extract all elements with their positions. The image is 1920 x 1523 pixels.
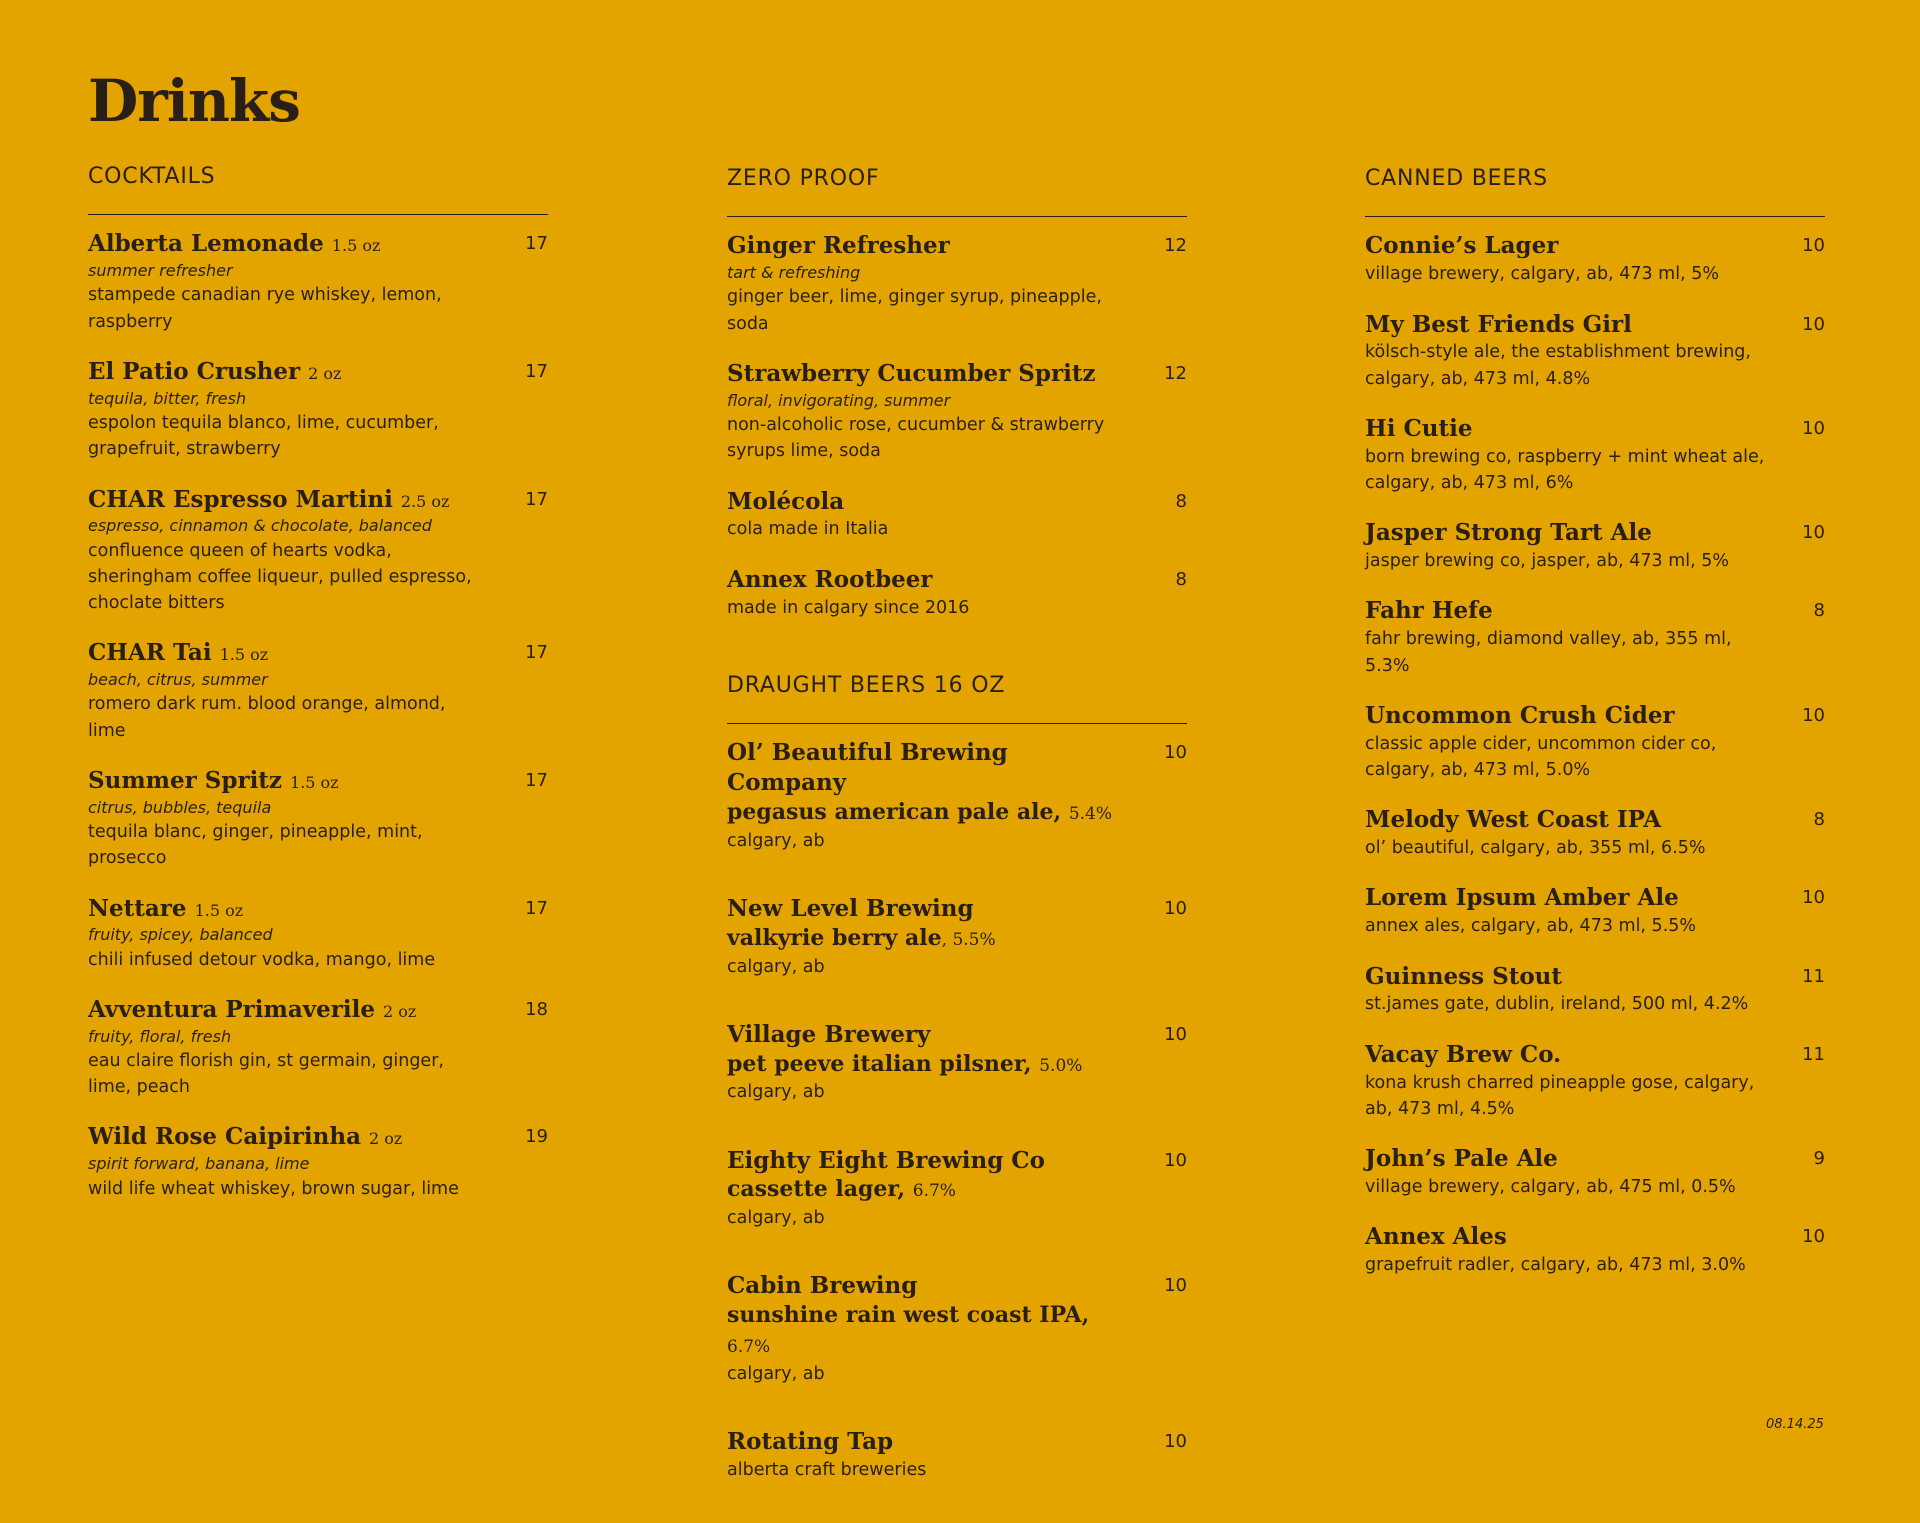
item-description: calgary, ab	[727, 1082, 825, 1103]
item-price: 11	[1802, 1043, 1825, 1065]
item-name: Lorem Ipsum Amber Ale	[1365, 884, 1679, 912]
page-title: Drinks	[88, 67, 300, 135]
item-name: El Patio Crusher	[88, 357, 301, 385]
item-volume: 1.5 oz	[290, 772, 339, 792]
menu-item	[88, 638, 548, 744]
item-name: Melody West Coast IPA	[1365, 806, 1662, 834]
item-name: My Best Friends Girl	[1365, 310, 1632, 338]
item-description: tequila blanc, ginger, pineapple, mint, prosecco	[88, 822, 423, 869]
item-description: calgary, ab	[727, 1363, 825, 1384]
item-name: Uncommon Crush Cider	[1365, 701, 1675, 729]
item-description: alberta craft breweries	[727, 1459, 927, 1480]
item-price: 10	[1802, 235, 1825, 257]
draught-beers-heading: DRAUGHT BEERS 16 OZ	[727, 673, 1187, 724]
item-price: 19	[525, 1126, 548, 1148]
menu-item	[727, 1020, 1187, 1106]
item-price: 10	[1164, 1430, 1187, 1452]
menu-item	[88, 894, 548, 973]
item-price: 10	[1802, 313, 1825, 335]
menu-item	[1365, 231, 1825, 287]
item-price: 10	[1164, 1149, 1187, 1171]
canned-beers-list	[1365, 231, 1825, 1278]
item-name: Jasper Strong Tart Ale	[1365, 519, 1652, 547]
item-price: 10	[1802, 1226, 1825, 1248]
item-price: 12	[1164, 235, 1187, 257]
menu-item	[1365, 518, 1825, 574]
beer-style: valkyrie berry ale	[727, 924, 942, 951]
menu-item	[88, 485, 548, 617]
item-description: ol’ beautiful, calgary, ab, 355 ml, 6.5%	[1365, 838, 1706, 859]
item-name: CHAR Espresso Martini	[88, 485, 393, 513]
item-tagline: tart & refreshing	[727, 263, 861, 283]
item-tagline: spirit forward, banana, lime	[88, 1154, 310, 1174]
item-price: 8	[1175, 490, 1187, 512]
beer-abv: 5.4%	[1068, 804, 1113, 824]
item-price: 10	[1802, 522, 1825, 544]
item-price: 17	[525, 233, 548, 255]
item-description: confluence queen of hearts vodka, sheringham coffee liqueur, pulled espresso, choclate bitters	[88, 540, 472, 614]
item-price: 10	[1802, 417, 1825, 439]
item-price: 10	[1802, 704, 1825, 726]
item-description: chili infused detour vodka, mango, lime	[88, 949, 436, 970]
item-description: born brewing co, raspberry + mint wheat ale, calgary, ab, 473 ml, 6%	[1365, 446, 1765, 494]
item-tagline: floral, invigorating, summer	[727, 390, 951, 410]
menu-item	[727, 738, 1187, 854]
beer-style: cassette lager,	[727, 1176, 906, 1203]
item-description: jasper brewing co, jasper, ab, 473 ml, 5%	[1365, 551, 1730, 572]
item-volume: 1.5 oz	[331, 236, 381, 256]
canned-beers-heading: CANNED BEERS	[1365, 166, 1825, 217]
item-description: village brewery, calgary, ab, 473 ml, 5%	[1365, 264, 1719, 285]
item-description: annex ales, calgary, ab, 473 ml, 5.5%	[1365, 916, 1697, 937]
menu-item	[727, 1271, 1187, 1387]
zero-proof-list	[727, 231, 1187, 620]
item-price: 17	[525, 897, 548, 919]
item-description: kölsch-style ale, the establishment brewing, calgary, ab, 473 ml, 4.8%	[1365, 342, 1751, 389]
menu-item	[88, 766, 548, 872]
item-price: 18	[525, 998, 548, 1020]
zero-proof-draught-column	[727, 166, 1187, 1523]
item-description: st.james gate, dublin, ireland, 500 ml, 4.2%	[1365, 994, 1749, 1015]
beer-abv: , 5.5%	[941, 929, 996, 950]
item-description: fahr brewing, diamond valley, ab, 355 ml, 5.3%	[1365, 629, 1732, 676]
item-name: Rotating Tap	[727, 1427, 894, 1455]
menu-item	[727, 1146, 1187, 1232]
menu-item	[1365, 1222, 1825, 1278]
item-description: calgary, ab	[727, 956, 825, 977]
item-volume: 2 oz	[308, 363, 342, 383]
item-volume: 2.5 oz	[400, 491, 450, 511]
item-price: 8	[1813, 809, 1825, 831]
draught-beers-list	[727, 738, 1187, 1483]
item-name: Connie’s Lager	[1365, 232, 1559, 260]
beer-style: pegasus american pale ale,	[727, 799, 1062, 825]
item-price: 10	[1802, 887, 1825, 909]
menu-item	[727, 359, 1187, 465]
item-tagline: fruity, spicey, balanced	[88, 925, 273, 945]
menu-item	[1365, 962, 1825, 1018]
item-name: CHAR Tai	[88, 639, 212, 667]
item-description: made in calgary since 2016	[727, 597, 970, 618]
item-name: Eighty Eight Brewing Co	[727, 1146, 1045, 1174]
item-price: 9	[1813, 1148, 1825, 1170]
item-description: wild life wheat whiskey, brown sugar, lime	[88, 1178, 459, 1199]
menu-item	[1365, 805, 1825, 861]
menu-item	[88, 995, 548, 1101]
item-price: 10	[1164, 1023, 1187, 1045]
item-price: 17	[525, 642, 548, 664]
menu-item	[727, 1427, 1187, 1483]
menu-item	[1365, 883, 1825, 939]
cocktails-column	[88, 164, 548, 1224]
item-price: 8	[1175, 568, 1187, 590]
item-description: eau claire florish gin, st germain, ginger, lime, peach	[88, 1050, 444, 1098]
canned-beers-column	[1365, 166, 1825, 1300]
menu-item	[727, 565, 1187, 621]
item-price: 12	[1164, 362, 1187, 384]
item-price: 17	[525, 488, 548, 510]
beer-style: sunshine rain west coast IPA,	[727, 1302, 1090, 1329]
cocktails-heading: COCKTAILS	[88, 164, 548, 215]
item-description: ginger beer, lime, ginger syrup, pineapple, soda	[727, 287, 1102, 334]
item-name: Annex Ales	[1365, 1223, 1507, 1251]
item-tagline: espresso, cinnamon & chocolate, balanced	[88, 516, 432, 536]
cocktails-list	[88, 229, 548, 1201]
item-name: New Level Brewing	[727, 894, 974, 922]
menu-item	[88, 1122, 548, 1201]
item-name: Avventura Primaverile	[88, 995, 375, 1023]
item-price: 17	[525, 769, 548, 791]
beer-style: pet peeve italian pilsner,	[727, 1050, 1032, 1077]
beer-abv: 6.7%	[912, 1181, 956, 1202]
menu-item	[1365, 1040, 1825, 1122]
item-volume: 2 oz	[383, 1001, 417, 1021]
menu-item	[1365, 1144, 1825, 1200]
item-price: 8	[1813, 600, 1825, 622]
item-name: Wild Rose Caipirinha	[88, 1123, 362, 1151]
item-price: 11	[1802, 965, 1825, 987]
item-name: Summer Spritz	[88, 766, 282, 794]
item-name: Ginger Refresher	[727, 232, 950, 260]
menu-item	[727, 487, 1187, 543]
item-tagline: tequila, bitter, fresh	[88, 388, 247, 408]
item-tagline: beach, citrus, summer	[88, 670, 268, 690]
item-tagline: fruity, floral, fresh	[88, 1026, 232, 1046]
item-volume: 1.5 oz	[194, 900, 244, 920]
item-description: non-alcoholic rose, cucumber & strawberry syrups lime, soda	[727, 415, 1105, 462]
item-name: Cabin Brewing	[727, 1272, 918, 1300]
item-description: calgary, ab	[727, 1208, 825, 1229]
beer-abv: 5.0%	[1039, 1055, 1083, 1076]
item-name: Vacay Brew Co.	[1365, 1040, 1562, 1068]
item-name: Molécola	[727, 487, 845, 515]
item-name: Hi Cutie	[1365, 414, 1473, 442]
item-price: 10	[1164, 742, 1187, 764]
item-price: 17	[525, 360, 548, 382]
beer-abv: 6.7%	[727, 1337, 771, 1357]
item-description: romero dark rum. blood orange, almond, lime	[88, 694, 446, 741]
item-description: stampede canadian rye whiskey, lemon, raspberry	[88, 285, 442, 332]
item-name: Nettare	[88, 894, 187, 922]
menu-item	[88, 229, 548, 335]
menu-item	[727, 231, 1187, 337]
item-description: grapefruit radler, calgary, ab, 473 ml, 3.0%	[1365, 1255, 1746, 1276]
menu-item	[1365, 414, 1825, 496]
item-name: Guinness Stout	[1365, 962, 1563, 990]
item-name: Strawberry Cucumber Spritz	[727, 359, 1096, 387]
item-description: kona krush charred pineapple gose, calgary, ab, 473 ml, 4.5%	[1365, 1072, 1755, 1119]
menu-item	[88, 357, 548, 463]
item-description: village brewery, calgary, ab, 475 ml, 0.5%	[1365, 1176, 1736, 1197]
item-description: calgary, ab	[727, 830, 825, 851]
item-name: Alberta Lemonade	[88, 230, 324, 258]
item-description: espolon tequila blanco, lime, cucumber, grapefruit, strawberry	[88, 413, 439, 460]
item-tagline: summer refresher	[88, 261, 233, 281]
menu-item	[1365, 596, 1825, 678]
item-tagline: citrus, bubbles, tequila	[88, 797, 272, 817]
item-description: cola made in Italia	[727, 519, 889, 540]
zero-proof-heading: ZERO PROOF	[727, 166, 1187, 217]
menu-item	[1365, 310, 1825, 392]
item-description: classic apple cider, uncommon cider co, calgary, ab, 473 ml, 5.0%	[1365, 733, 1717, 780]
item-name: John’s Pale Ale	[1365, 1145, 1558, 1173]
footer-date: 08.14.25	[1766, 1417, 1824, 1432]
menu-item	[727, 894, 1187, 980]
item-price: 10	[1164, 897, 1187, 919]
item-name: Village Brewery	[727, 1020, 931, 1048]
item-volume: 1.5 oz	[219, 645, 269, 665]
item-volume: 2 oz	[369, 1129, 403, 1149]
item-name: Fahr Hefe	[1365, 597, 1493, 625]
item-price: 10	[1164, 1275, 1187, 1297]
item-name: Ol’ Beautiful Brewing Company	[727, 739, 1008, 797]
item-name: Annex Rootbeer	[727, 565, 933, 593]
menu-item	[1365, 701, 1825, 783]
